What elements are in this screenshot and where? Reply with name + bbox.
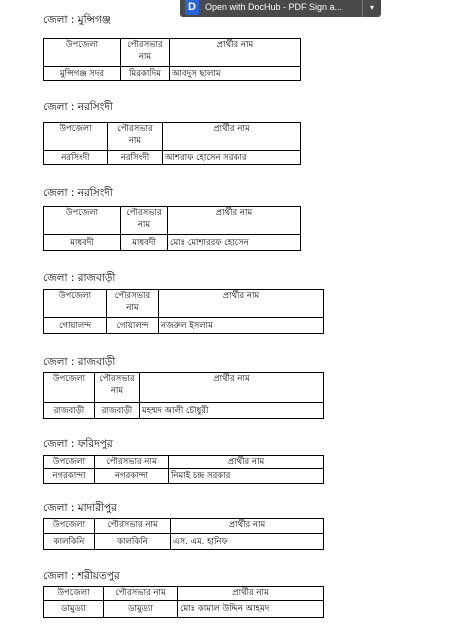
candidate-table	[43, 122, 301, 165]
cell-upazila: মাধবদী	[44, 235, 121, 251]
header-candidate: প্রার্থীর নাম	[178, 587, 324, 601]
cell-upazila: নগরকান্দা	[44, 469, 95, 484]
district-heading: জেলা : নরসিংদী	[43, 101, 113, 113]
cell-upazila: ডামুড্যা	[44, 601, 104, 618]
cell-candidate: নিমাই চন্দ্র সরকার	[169, 469, 324, 484]
cell-pourashava: ডামুড্যা	[104, 601, 178, 618]
header-pourashava: পৌরসভার নাম	[104, 587, 178, 601]
cell-upazila: নরসিংদী	[44, 151, 108, 165]
cell-candidate: নজরুল ইসলাম	[159, 318, 324, 334]
open-with-dochub-button[interactable]	[180, 0, 362, 17]
cell-pourashava: রাজবাড়ী	[95, 403, 140, 419]
candidate-table	[43, 518, 324, 550]
candidate-table	[43, 206, 301, 251]
district-heading: জেলা : রাজবাড়ী	[43, 272, 116, 284]
cell-pourashava: মিরকাদিম	[121, 67, 170, 81]
header-candidate: প্রার্থীর নাম	[140, 373, 324, 403]
cell-upazila: মুন্সিগঞ্জ সদর	[44, 67, 121, 81]
cell-pourashava: কালকিনি	[95, 534, 171, 550]
header-upazila: উপজেলা	[44, 519, 95, 534]
dropdown-chevron-icon[interactable]: ▾	[362, 0, 381, 17]
header-pourashava: পৌরসভার নাম	[121, 39, 170, 67]
header-pourashava: পৌরসভার নাম	[121, 207, 168, 235]
cell-pourashava: মাধবদী	[121, 235, 168, 251]
candidate-table	[43, 289, 324, 334]
header-pourashava: পৌরসভার নাম	[95, 373, 140, 403]
dochub-toolbar	[180, 0, 381, 17]
header-upazila: উপজেলা	[44, 207, 121, 235]
cell-candidate: মোঃ কামাল উদ্দিন আহমদ	[178, 601, 324, 618]
header-pourashava: পৌরসভার নাম	[107, 290, 159, 318]
cell-upazila: গোয়ালন্দ	[44, 318, 107, 334]
district-heading: জেলা : মুন্সিগঞ্জ	[43, 14, 111, 26]
cell-candidate: এস. এম. হানিফ	[171, 534, 324, 550]
candidate-table	[43, 372, 324, 419]
cell-pourashava: নগরকান্দা	[95, 469, 169, 484]
header-candidate: প্রার্থীর নাম	[168, 207, 301, 235]
candidate-table	[43, 455, 324, 484]
header-candidate: প্রার্থীর নাম	[170, 39, 301, 67]
district-heading: জেলা : রাজবাড়ী	[43, 356, 116, 368]
cell-candidate: মোঃ মোশাররফ হোসেন	[168, 235, 301, 251]
header-candidate: প্রার্থীর নাম	[169, 456, 324, 469]
header-pourashava: পৌরসভার নাম	[108, 123, 163, 151]
header-pourashava: পৌরসভার নাম	[95, 519, 171, 534]
header-candidate: প্রার্থীর নাম	[163, 123, 301, 151]
cell-pourashava: নরসিংদী	[108, 151, 163, 165]
cell-candidate: আশরাফ হোসেন সরকার	[163, 151, 301, 165]
header-pourashava: পৌরসভার নাম	[95, 456, 169, 469]
header-upazila: উপজেলা	[44, 587, 104, 601]
header-upazila: উপজেলা	[44, 456, 95, 469]
header-upazila: উপজেলা	[44, 373, 95, 403]
cell-upazila: কালকিনি	[44, 534, 95, 550]
cell-candidate: মহম্মদ আলী চৌধুরী	[140, 403, 324, 419]
district-heading: জেলা : মাদারীপুর	[43, 502, 117, 514]
open-with-dochub-label: Open with DocHub - PDF Sign a...	[205, 2, 343, 12]
header-upazila: উপজেলা	[44, 290, 107, 318]
dochub-logo-icon: D	[185, 0, 199, 15]
header-candidate: প্রার্থীর নাম	[159, 290, 324, 318]
header-candidate: প্রার্থীর নাম	[171, 519, 324, 534]
district-heading: জেলা : ফরিদপুর	[43, 438, 113, 450]
header-upazila: উপজেলা	[44, 123, 108, 151]
candidate-table	[43, 38, 301, 81]
cell-candidate: আবদুস ছালাম	[170, 67, 301, 81]
cell-upazila: রাজবাড়ী	[44, 403, 95, 419]
header-upazila: উপজেলা	[44, 39, 121, 67]
cell-pourashava: গোয়ালন্দ	[107, 318, 159, 334]
candidate-table	[43, 586, 324, 618]
district-heading: জেলা : নরসিংদী	[43, 187, 113, 199]
district-heading: জেলা : শরীয়তপুর	[43, 570, 120, 582]
